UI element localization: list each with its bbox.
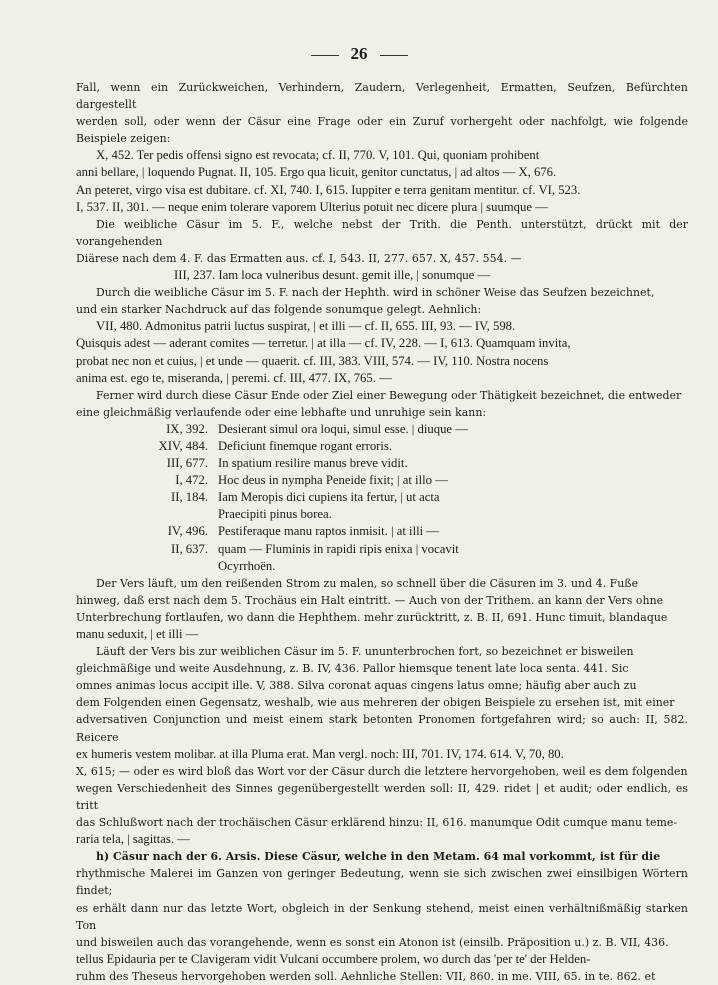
verse-line: [76, 421, 688, 438]
verse-text: Praecipiti pinus borea.: [218, 507, 332, 522]
text-line: Quisquis adest — aderant comites — terretur. | at illa — cf. IV, 228. — I, 613. Quamquam invita,: [76, 336, 571, 351]
verse-line: [76, 455, 688, 472]
header-rule-right: [380, 55, 408, 56]
text-line: eine gleichmäßig verlaufende oder eine lebhafte und unruhige sein kann:: [76, 405, 487, 419]
verse-ref: III, 677.: [166, 456, 208, 471]
text-line: Der Vers läuft, um den reißenden Strom zu malen, so schnell über die Cäsuren im 3. und 4. Fuße: [96, 576, 639, 590]
text-line: Läuft der Vers bis zur weiblichen Cäsur im 5. F. ununterbrochen fort, so bezeichnet er bisweilen: [96, 645, 634, 659]
text-line: Diärese nach dem 4. F. das Ermatten aus. cf. I, 543. II, 277. 657. X, 457. 554. —: [76, 251, 522, 265]
text-line: anni bellare, | loquendo Pugnat. II, 105. Ergo qua licuit, genitor cunctatus, | ad altos — X, 676.: [76, 165, 557, 180]
text-line: An peteret, virgo visa est dubitare. cf. XI, 740. I, 615. Iuppiter e terra genitam mentitur. cf. VI, 523.: [76, 182, 581, 197]
text-line: und ein starker Nachdruck auf das folgende sonumque gelegt. Aehnlich:: [76, 303, 482, 317]
verse-line: [76, 523, 688, 540]
verse-ref: II, 637.: [171, 541, 208, 556]
verse-ref: IV, 496.: [167, 524, 208, 539]
verse-line: [76, 541, 688, 558]
verse-ref: [76, 558, 218, 575]
text-line: wegen Verschiedenheit des Sinnes gegenübergestellt werden soll: II, 429. ridet | et audit; oder endlich, es tritt: [76, 781, 688, 812]
text-line: III, 237. Iam loca vulneribus desunt. gemit ille, | sonumque —: [174, 268, 491, 283]
text-line: Die weibliche Cäsur im 5. F., welche nebst der Trith. die Penth. unterstützt, drückt mit der vorangehenden: [76, 217, 688, 248]
text-line: X, 615; — oder es wird bloß das Wort vor der Cäsur durch die letztere hervorgehoben, weil es dem folgenden: [76, 764, 688, 778]
verse-text: Iam Meropis dici cupiens ita fertur, | ut acta: [218, 490, 440, 505]
text-line: und bisweilen auch das vorangehende, wenn es sonst ein Atonon ist (einsilb. Präposition u.) z. B. VII, 436.: [76, 935, 669, 949]
text-line: gleichmäßige und weite Ausdehnung, z. B. IV, 436. Pallor hiemsque tenent late loca senta. 441. Sic: [76, 662, 629, 676]
text-line: adversativen Conjunction und meist einem stark betonten Pronomen fortgefahren wird; so auch: II, 582. Reicere: [76, 713, 688, 744]
header-rule-left: [311, 55, 339, 56]
verse-line: [76, 472, 688, 489]
text-line: dem Folgenden einen Gegensatz, weshalb, wie aus mehreren der obigen Beispiele zu ersehen ist, mit einer: [76, 696, 675, 710]
verse-ref: [76, 506, 218, 523]
text-line: anima est. ego te, miseranda, | peremi. cf. III, 477. IX, 765. —: [76, 370, 392, 385]
text-line: ex humeris vestem molibar. at illa Pluma erat. Man vergl. noch: III, 701. IV, 174. 614. V, 70, 80.: [76, 746, 564, 761]
text-line: das Schlußwort nach der trochäischen Cäsur erklärend hinzu: II, 616. manumque Odit cumque manu teme-: [76, 816, 678, 830]
verse-text: In spatium resilire manus breve vidit.: [218, 456, 408, 471]
text-line: raria tela, | sagittas. —: [76, 832, 190, 847]
text-line: I, 537. II, 301. — neque enim tolerare vaporem Ulterius potuit nec dicere plura | suumque —: [76, 199, 548, 214]
text-line: ruhm des Theseus hervorgehoben werden soll. Aehnliche Stellen: VII, 860. in me. VIII, 65. in te. 862. et: [76, 969, 656, 983]
text-line: X, 452. Ter pedis offensi signo est revocata; cf. II, 770. V, 101. Qui, quoniam prohibent: [96, 148, 540, 163]
text-line: manu seduxit, | et illi —: [76, 627, 199, 641]
text-line: es erhält dann nur das letzte Wort, obgleich in der Senkung stehend, meist einen verhältnißmäßig starken Ton: [76, 901, 688, 932]
verse-text: Pestiferaque manu raptos inmisit. | at illi —: [218, 524, 440, 539]
text-line: probat nec non et cuius, | et unde — quaerit. cf. III, 383. VIII, 574. — IV, 110. Nostra nocens: [76, 353, 549, 368]
text-line: rhythmische Malerei im Ganzen von geringer Bedeutung, wenn sie sich zwischen zwei einsilbigen Wörtern findet;: [76, 867, 688, 898]
verse-ref: IX, 392.: [166, 421, 208, 436]
verse-text: quam — Fluminis in rapidi ripis enixa | vocavit: [218, 541, 459, 556]
text-line: omnes animas locus accipit ille. V, 388. Silva coronat aquas cingens latus omne; häufig aber auch zu: [76, 679, 637, 693]
text-line: Fall, wenn ein Zurückweichen, Verhindern, Zaudern, Verlegenheit, Ermatten, Seufzen, Befürchten dargestellt: [76, 81, 688, 112]
verse-line: [76, 506, 688, 523]
section-heading-line: h) Cäsur nach der 6. Arsis. Diese Cäsur, welche in den Metam. 64 mal vorkommt, ist für die: [96, 850, 661, 864]
page-header: [0, 44, 718, 64]
verse-ref: II, 184.: [171, 490, 208, 505]
verse-text: Hoc deus in nympha Peneide fixit; | at illo —: [218, 473, 448, 488]
verse-line: [76, 438, 688, 455]
page-body: [76, 79, 688, 985]
verse-line: [76, 489, 688, 506]
text-line: VII, 480. Admonitus patrii luctus suspirat, | et illi — cf. II, 655. III, 93. — IV, 598.: [96, 319, 516, 334]
page-number: 26: [350, 44, 368, 63]
verse-text: Desierant simul ora loqui, simul esse. | diuque —: [218, 421, 468, 436]
verse-line: [76, 558, 688, 575]
text-line: Durch die weibliche Cäsur im 5. F. nach der Hephth. wird in schöner Weise das Seufzen bezeichnet,: [96, 286, 655, 300]
text-line: Unterbrechung fortlaufen, wo dann die Hephthem. mehr zurücktritt, z. B. II, 691. Hunc timuit, blandaque: [76, 610, 668, 624]
verse-text: Deficiunt finemque rogant erroris.: [218, 438, 393, 453]
text-line: werden soll, oder wenn der Cäsur eine Frage oder ein Zuruf vorhergeht oder nachfolgt, wie folgende Beispiele zeigen:: [76, 115, 688, 146]
verse-text: Ocyrrhoën.: [218, 558, 276, 573]
text-line: Ferner wird durch diese Cäsur Ende oder Ziel einer Bewegung oder Thätigkeit bezeichnet, die entweder: [96, 388, 682, 402]
verse-ref: XIV, 484.: [158, 438, 208, 453]
verse-ref: I, 472.: [175, 473, 208, 488]
text-line: tellus Epidauria per te Clavigeram vidit Vulcani occumbere prolem, wo durch das 'per te' der Helden-: [76, 951, 591, 966]
text-line: hinweg, daß erst nach dem 5. Trochäus ein Halt eintritt. — Auch von der Trithem. an kann der Vers ohne: [76, 593, 664, 607]
